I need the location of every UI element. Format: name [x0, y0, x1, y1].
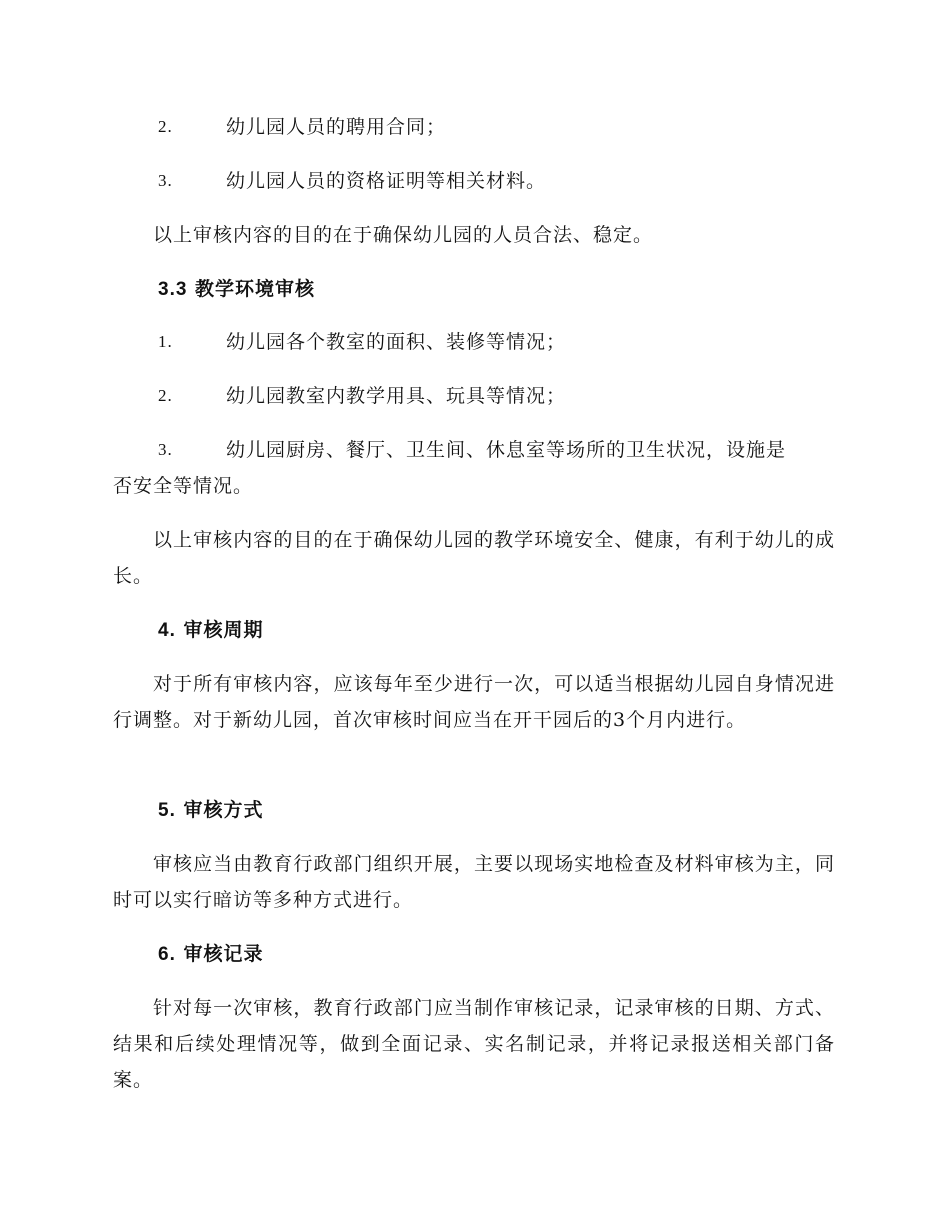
list-item [113, 432, 835, 504]
section-title: 审核周期 [183, 619, 264, 641]
section-number: 6. [158, 944, 176, 965]
paragraph: 以上审核内容的目的在于确保幼儿园的教学环境安全、健康，有利于幼儿的成长。 [113, 529, 835, 587]
list-text: 幼儿园人员的聘用合同； [226, 116, 447, 138]
section-heading [113, 792, 880, 829]
paragraph: 对于所有审核内容，应该每年至少进行一次，可以适当根据幼儿园自身情况进行调整。对于新幼儿园，首次审核时间应当在开干园后的3个月内进行。 [113, 673, 835, 731]
section-title: 教学环境审核 [195, 278, 316, 300]
section-number: 4. [158, 620, 176, 641]
list-text: 幼儿园厨房、餐厅、卫生间、休息室等场所的卫生状况，设施是 [226, 439, 787, 461]
paragraph: 以上审核内容的目的在于确保幼儿园的人员合法、稳定。 [153, 224, 654, 246]
section-title: 审核方式 [183, 799, 264, 821]
list-number: 1. [158, 332, 173, 351]
list-text-continued: 否安全等情况。 [113, 475, 254, 497]
list-text: 幼儿园各个教室的面积、装修等情况； [226, 331, 567, 353]
list-text: 幼儿园教室内教学用具、玩具等情况； [226, 385, 567, 407]
list-number: 2. [158, 386, 173, 405]
section-number: 3.3 [158, 279, 188, 300]
list-number: 2. [158, 117, 173, 136]
paragraph: 审核应当由教育行政部门组织开展，主要以现场实地检查及材料审核为主，同时可以实行暗访等多种方式进行。 [113, 853, 835, 911]
section-title: 审核记录 [183, 943, 264, 965]
list-number: 3. [158, 171, 173, 190]
list-text: 幼儿园人员的资格证明等相关材料。 [226, 170, 547, 192]
section-heading [113, 612, 880, 649]
list-number: 3. [158, 440, 173, 459]
paragraph: 针对每一次审核，教育行政部门应当制作审核记录，记录审核的日期、方式、结果和后续处理情况等，做到全面记录、实名制记录，并将记录报送相关部门备案。 [113, 997, 835, 1091]
section-number: 5. [158, 800, 176, 821]
section-heading [113, 936, 880, 973]
section-heading [113, 271, 880, 308]
